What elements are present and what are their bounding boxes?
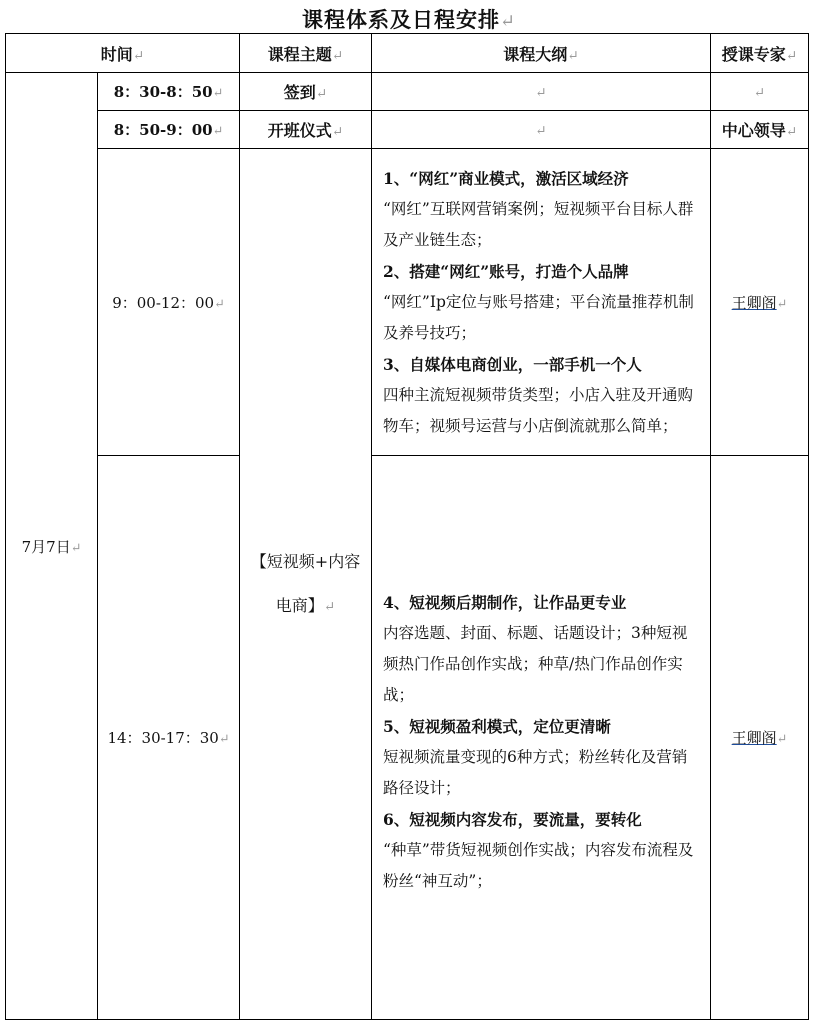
table-row-opening [6,111,809,149]
outline-section-1: 1、“网红”商业模式，激活区域经济 “网红”互联网营销案例；短视频平台目标人群及产业链生态； [383,168,694,249]
document-title [0,4,818,34]
table-row-checkin [6,73,809,111]
outline-cell-morning [372,149,711,456]
theme-cell-opening: 开班仪式↵ [240,111,372,149]
time-cell-checkin: 8：30-8：50↵ [98,73,240,111]
outline-section-6: 6、短视频内容发布，要流量，要转化 “种草”带货短视频创作实战；内容发布流程及粉丝“神互动”； [383,810,694,890]
paragraph-mark: ↵ [500,11,516,32]
outline-section-3: 3、自媒体电商创业，一部手机一个人 四种主流短视频带货类型；小店入驻及开通购物车；视频号运营与小店倒流就那么简单； [383,354,694,435]
outline-section-4: 4、短视频后期制作，让作品更专业 内容选题、封面、标题、话题设计；3种短视频热门作品创作实战；种草/热门作品创作实战； [383,593,688,704]
outline-section-2: 2、搭建“网红”账号，打造个人品牌 “网红”Ip定位与账号搭建；平台流量推荐机制及养号技巧； [383,261,694,342]
expert-name-afternoon: 王卿阁 [731,729,777,747]
expert-cell-morning: 王卿阁↵ [711,149,809,456]
header-theme: 课程主题↵ [240,34,372,73]
expert-cell-checkin: ↵ [711,73,809,111]
outline-cell-checkin: ↵ [372,73,711,111]
header-expert: 授课专家↵ [711,34,809,73]
time-cell-afternoon: 14：30-17：30↵ [98,456,240,1020]
date-cell: 7月7日↵ [6,73,98,1020]
expert-cell-afternoon: 王卿阁↵ [711,456,809,1020]
table-row-afternoon [6,456,809,1020]
header-row [6,34,809,73]
header-time: 时间↵ [6,34,240,73]
outline-section-5: 5、短视频盈利模式，定位更清晰 短视频流量变现的6种方式；粉丝转化及营销路径设计； [383,717,688,797]
expert-cell-opening: 中心领导↵ [711,111,809,149]
schedule-table [5,33,809,1020]
theme-cell-checkin: 签到↵ [240,73,372,111]
outline-cell-afternoon [372,456,711,1020]
title-text: 课程体系及日程安排 [302,7,501,32]
time-cell-morning: 9：00-12：00↵ [98,149,240,456]
time-cell-opening: 8：50-9：00↵ [98,111,240,149]
theme-cell-main: 【短视频+内容电商】↵ [240,149,372,1020]
header-outline: 课程大纲↵ [372,34,711,73]
outline-cell-opening: ↵ [372,111,711,149]
expert-name-morning: 王卿阁 [731,293,777,312]
table-row-morning [6,149,809,456]
